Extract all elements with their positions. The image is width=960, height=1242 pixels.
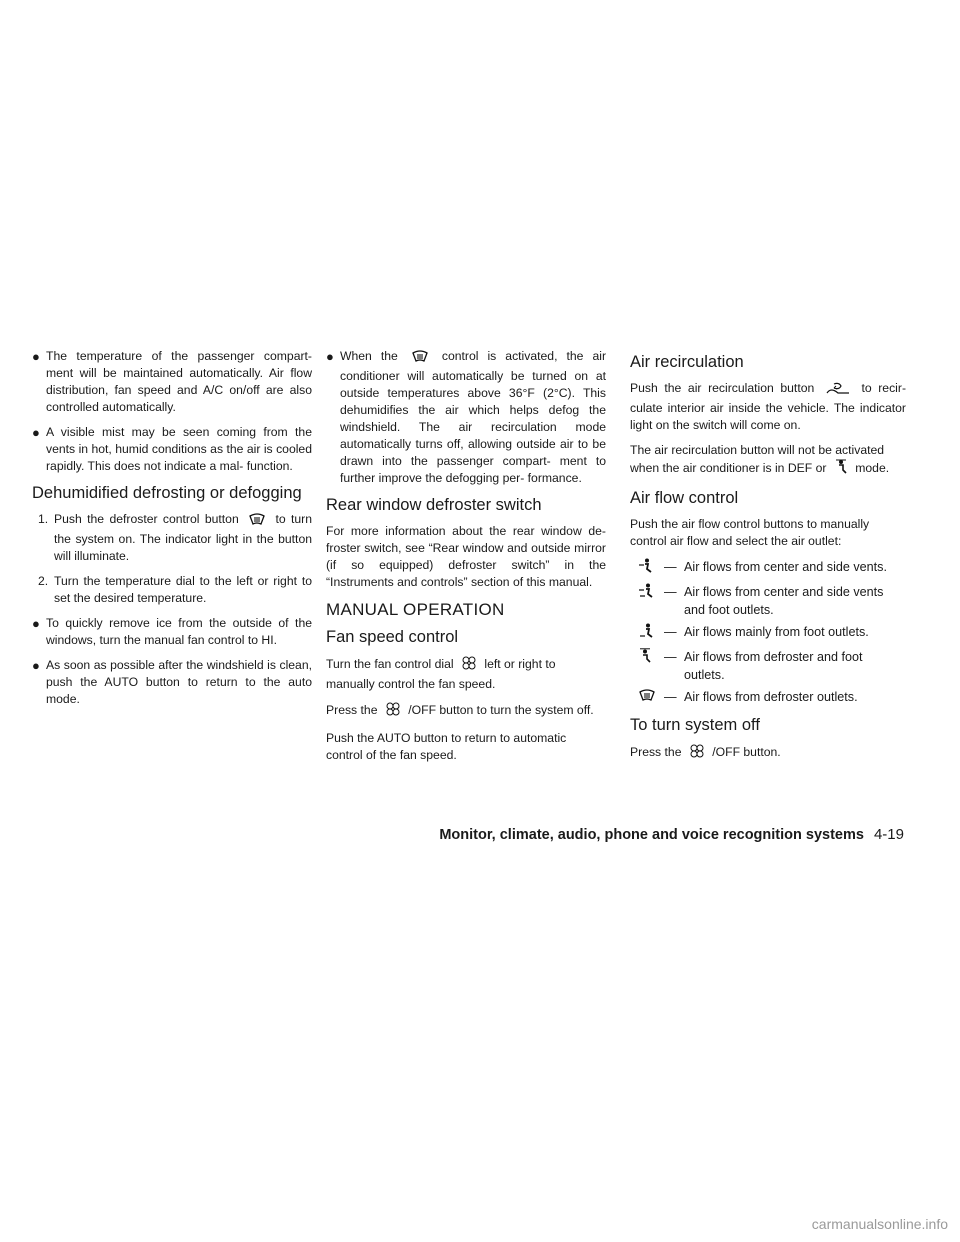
recirculation-icon (825, 381, 851, 400)
paragraph-part: to recir- culate interior air inside the vehicle. The indicator light on the switch will come on. (630, 381, 907, 432)
flow-item-defrost-foot (630, 648, 906, 684)
vent-defrost-foot-icon (630, 648, 664, 684)
step-text: Turn the temperature dial to the left or right to set the desired temperature. (54, 574, 312, 605)
bullet-text: The temperature of the passenger compart- ment will be maintained automatically. Air flow distribution, fan speed and A/C on/off are also controlled automatically. (46, 349, 312, 414)
step-text-part: to turn the system on. The indicator light in the button will illuminate. (54, 512, 313, 563)
paragraph-part: Turn the fan control dial (326, 657, 454, 671)
fan-icon (385, 701, 401, 722)
paragraph-part: Push the air recirculation button (630, 381, 815, 395)
step-text (54, 511, 312, 565)
vent-defrost-foot-icon (834, 459, 848, 480)
bullet-mark: ● (32, 425, 40, 440)
defroster-icon (248, 512, 266, 531)
bullet-text-part: control is activated, the air conditioner will automatically be turned on at outside temperatures above 36°F (2°C). This dehumidifies the air which helps defog the windshield. The air recirculation mode automatically turns off, allowing outside air to be drawn into the passenger compart- ment to further improve the defogging per- formance. (340, 349, 606, 485)
paragraph-part: The air recirculation button will not be activated when the air conditioner is in DEF or (630, 443, 885, 475)
bullet-mark: ● (326, 349, 334, 364)
bullet-mark: ● (32, 349, 40, 364)
step-number: 1. (38, 512, 49, 526)
section-heading-air-recirculation: Air recirculation (630, 353, 744, 371)
section-heading-dehumidified: Dehumidified defrosting or defogging (32, 484, 302, 502)
column-1 (32, 348, 312, 716)
bullet-item (326, 348, 606, 487)
section-heading-air-flow: Air flow control (630, 489, 739, 507)
flow-text: Air flows from defroster outlets. (684, 690, 858, 704)
turn-off-text (630, 743, 906, 764)
air-flow-intro: Push the air flow control buttons to manually control air flow and select the air outlet: (630, 517, 870, 548)
step-number: 2. (38, 574, 49, 588)
recirculation-note (630, 442, 906, 480)
page-number: 4-19 (873, 826, 904, 843)
flow-item-foot (630, 623, 906, 644)
watermark: carmanualsonline.info (811, 1216, 948, 1232)
flow-text: Air flows mainly from foot outlets. (684, 625, 869, 639)
fan-icon (689, 743, 705, 764)
paragraph-part: mode. (855, 461, 890, 475)
column-2 (326, 348, 606, 772)
vent-bilevel-icon (630, 583, 664, 619)
paragraph-part: /OFF button to turn the system off. (408, 703, 594, 717)
paragraph-part: Press the (630, 745, 682, 759)
rear-defroster-text: For more information about the rear window de- froster switch, see “Rear window and outside mirror (if so equipped) defroster switch” in the “Instruments and controls” section of this manual. (326, 524, 606, 589)
bullet-text: To quickly remove ice from the outside of the windows, turn the manual fan control to HI. (46, 616, 312, 647)
bullet-mark: ● (32, 616, 40, 631)
bullet-text: A visible mist may be seen coming from the vents in hot, humid conditions as the air is cooled rapidly. This does not indicate a mal- function. (46, 425, 312, 473)
bullet-text (340, 348, 606, 487)
bullet-text: As soon as possible after the windshield is clean, push the AUTO button to return to the auto mode. (46, 658, 312, 706)
flow-item-bilevel (630, 583, 906, 619)
step-text-part: Push the defroster control button (54, 512, 239, 526)
vent-foot-icon (630, 623, 664, 644)
column-3 (630, 348, 906, 772)
section-heading-turn-off: To turn system off (630, 716, 760, 734)
numbered-step (38, 573, 312, 607)
bullet-item (32, 424, 312, 475)
flow-item-face (630, 558, 906, 579)
flow-text: Air flows from defroster and foot outlets. (684, 650, 863, 682)
auto-fan-text: Push the AUTO button to return to automatic control of the fan speed. (326, 731, 567, 762)
paragraph-part: left or right to manually control the fan speed. (326, 657, 556, 691)
flow-text: Air flows from center and side vents. (684, 560, 887, 574)
defroster-icon (411, 349, 429, 368)
fan-off-text (326, 701, 606, 722)
flow-item-defrost (630, 688, 906, 707)
numbered-step (38, 511, 312, 565)
paragraph-part: Press the (326, 703, 378, 717)
flow-dash: — (664, 690, 677, 704)
paragraph-part: /OFF button. (712, 745, 781, 759)
fan-icon (461, 655, 477, 676)
flow-dash: — (664, 560, 677, 574)
defroster-icon (630, 688, 664, 707)
section-heading-fan-speed: Fan speed control (326, 628, 459, 646)
bullet-mark: ● (32, 658, 40, 673)
flow-dash: — (664, 625, 677, 639)
section-heading-manual-operation: MANUAL OPERATION (326, 600, 505, 619)
flow-text: Air flows from center and side vents and foot outlets. (684, 585, 884, 617)
bullet-item (32, 348, 312, 416)
bullet-item (32, 615, 312, 649)
page-footer (439, 826, 904, 843)
flow-dash: — (664, 650, 677, 664)
recirculation-text (630, 380, 906, 434)
footer-section-title: Monitor, climate, audio, phone and voice recognition systems (439, 827, 864, 843)
bullet-item (32, 657, 312, 708)
vent-face-icon (630, 558, 664, 579)
fan-speed-text (326, 655, 606, 693)
flow-dash: — (664, 585, 677, 599)
bullet-text-part: When the (340, 349, 398, 363)
section-heading-rear-defroster: Rear window defroster switch (326, 496, 542, 514)
